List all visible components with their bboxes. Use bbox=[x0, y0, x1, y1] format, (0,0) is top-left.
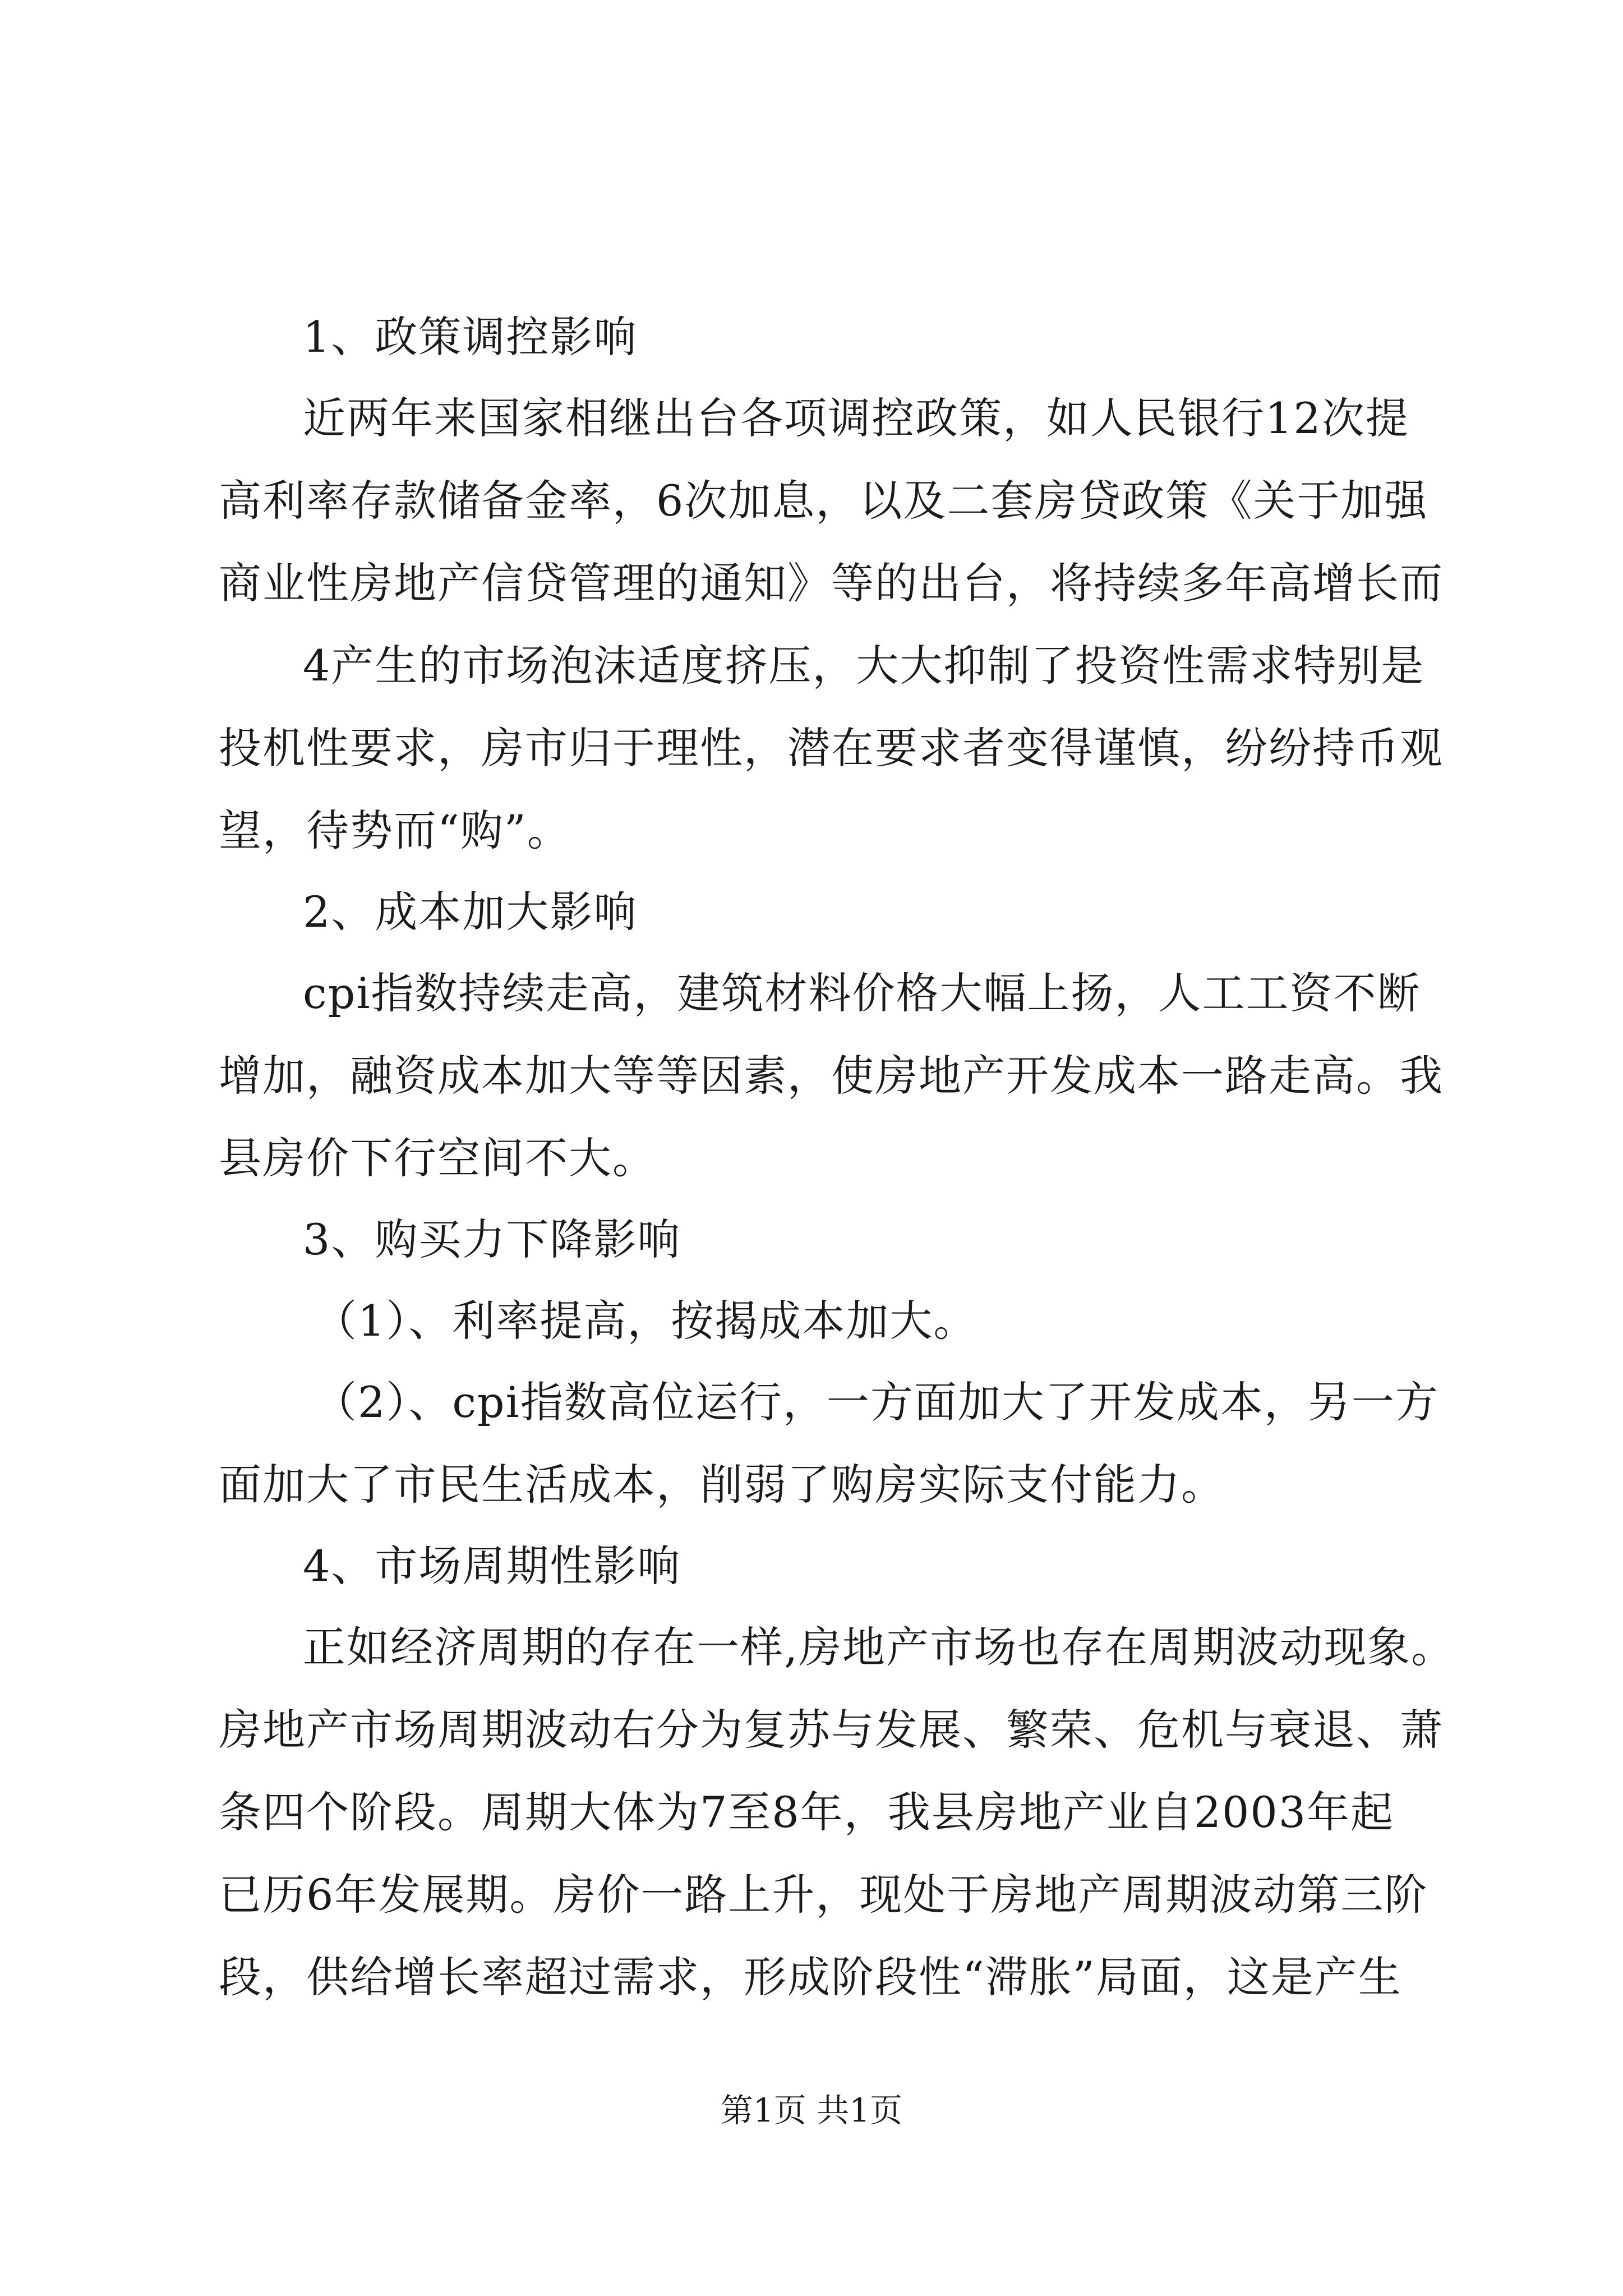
paragraph-line: 县房价下行空间不大。 bbox=[219, 1133, 656, 1183]
paragraph-line: 面加大了市民生活成本，削弱了购房实际支付能力。 bbox=[219, 1460, 1225, 1510]
paragraph-line: 商业性房地产信贷管理的通知》等的出台，将持续多年高增长而 bbox=[219, 558, 1444, 608]
section-heading-4: 4、市场周期性影响 bbox=[303, 1541, 681, 1591]
paragraph-line: 投机性要求，房市归于理性，潜在要求者变得谨慎，纷纷持币观 bbox=[219, 723, 1444, 773]
paragraph-line: 4产生的市场泡沫适度挤压，大大抑制了投资性需求特别是 bbox=[303, 641, 1425, 691]
paragraph-line: 近两年来国家相继出台各项调控政策，如人民银行12次提 bbox=[303, 393, 1409, 443]
section-heading-1: 1、政策调控影响 bbox=[303, 312, 638, 362]
section-heading-2: 2、成本加大影响 bbox=[303, 887, 638, 937]
paragraph-line: 增加，融资成本加大等等因素，使房地产开发成本一路走高。我 bbox=[219, 1051, 1444, 1101]
paragraph-line: 条四个阶段。周期大体为7至8年，我县房地产业自2003年起 bbox=[219, 1787, 1395, 1837]
paragraph-line: 房地产市场周期波动右分为复苏与发展、繁荣、危机与衰退、萧 bbox=[219, 1705, 1444, 1755]
list-item: （1）、利率提高，按揭成本加大。 bbox=[314, 1296, 978, 1346]
paragraph-line: 望，待势而“购”。 bbox=[219, 806, 571, 855]
paragraph-line: 段，供给增长率超过需求，形成阶段性“滞胀”局面，这是产生 bbox=[219, 1952, 1402, 2002]
paragraph-line: cpi指数持续走高，建筑材料价格大幅上扬，人工工资不断 bbox=[303, 968, 1421, 1018]
paragraph-line: 正如经济周期的存在一样,房地产市场也存在周期波动现象。 bbox=[303, 1622, 1455, 1672]
list-item: （2）、cpi指数高位运行，一方面加大了开发成本，另一方 bbox=[314, 1377, 1439, 1427]
paragraph-line: 高利率存款储备金率，6次加息，以及二套房贷政策《关于加强 bbox=[219, 476, 1428, 526]
paragraph-line: 已历6年发展期。房价一路上升，现处于房地产周期波动第三阶 bbox=[219, 1870, 1428, 1920]
page-footer: 第1页 共1页 bbox=[720, 2091, 903, 2129]
section-heading-3: 3、购买力下降影响 bbox=[303, 1214, 681, 1264]
